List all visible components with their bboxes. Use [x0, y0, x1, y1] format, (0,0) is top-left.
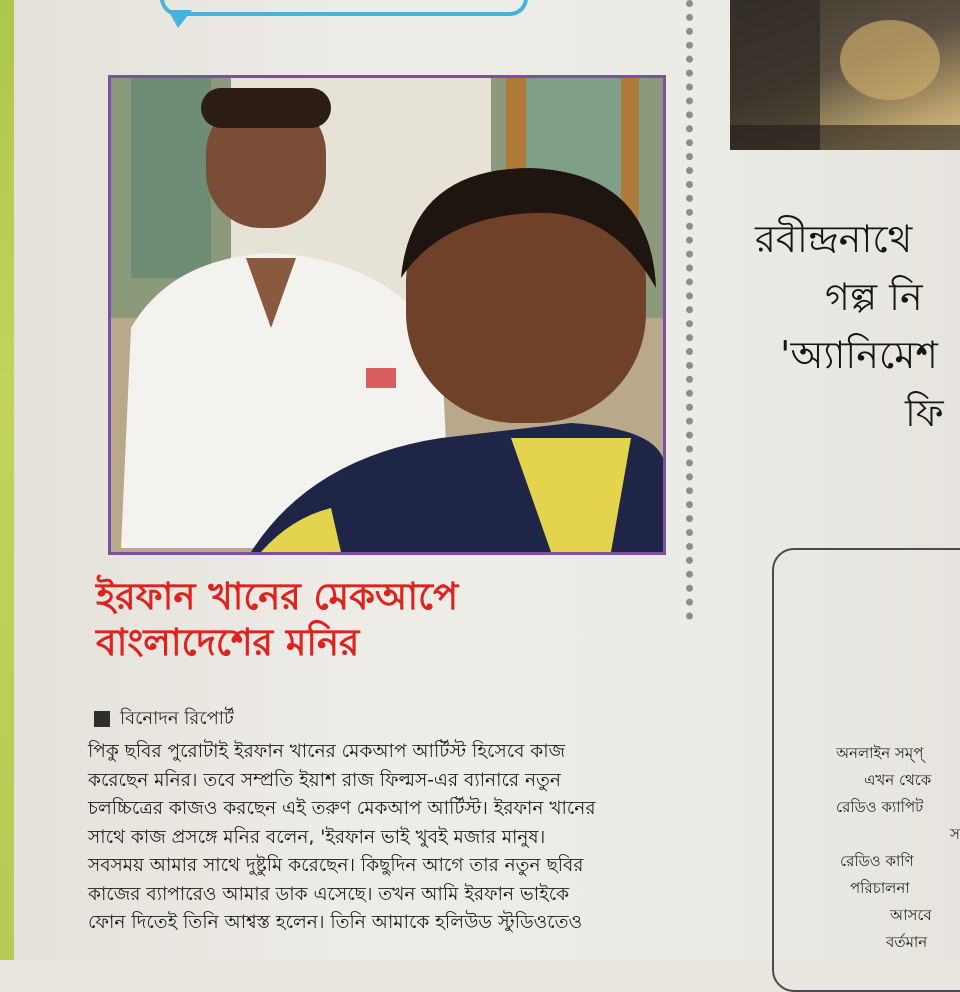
article-body — [88, 738, 688, 938]
body-line: সবসময় আমার সাথে দুষ্টুমি করেছেন। কিছুদিন আগে তার নতুন ছবির — [88, 855, 584, 876]
ad-line: অনলাইন সম্প্ — [836, 744, 924, 762]
headline-line-1: ইরফান খানের মেকআপে — [96, 575, 459, 618]
ad-line: রেডিও কাণি — [840, 852, 914, 870]
headline-line-2: বাংলাদেশের মনির — [96, 621, 360, 664]
side-headline-line: 'অ্যানিমেশ — [780, 333, 938, 377]
ad-line: পরিচালনা — [850, 879, 910, 897]
ad-line: রেডিও ক্যাপিট — [836, 798, 924, 816]
side-headline-line: ফি — [905, 391, 944, 435]
speech-bubble-graphic — [160, 0, 528, 16]
body-line: পিকু ছবির পুরোটাই ইরফান খানের মেকআপ আর্টিস্ট হিসেবে কাজ — [88, 741, 566, 762]
bullet-square-icon — [94, 711, 110, 727]
column-divider-dots — [686, 0, 723, 620]
byline-text: বিনোদন রিপোর্ট — [120, 707, 234, 729]
side-headline-line: গল্প নি — [825, 275, 923, 319]
body-line: সাথে কাজ প্রসঙ্গে মনির বলেন, 'ইরফান ভাই খুবই মজার মানুষ। — [88, 826, 546, 848]
article-photo — [108, 75, 666, 555]
ad-line: বর্তমান — [886, 933, 928, 951]
article-headline — [96, 574, 656, 666]
body-line: কাজের ব্যাপারেও আমার ডাক এসেছে। তখন আমি ইরফান ভাইকে — [88, 883, 570, 905]
ad-text — [836, 740, 960, 956]
byline — [94, 706, 234, 732]
ad-line: এখন থেকে — [864, 771, 932, 789]
ad-line: আসবে — [890, 906, 932, 924]
speech-bubble-tail — [168, 10, 192, 28]
side-article-headline — [755, 210, 960, 442]
ad-line: স — [950, 825, 960, 843]
side-article-photo — [730, 0, 960, 150]
body-line: চলচ্চিত্রের কাজও করছেন এই তরুণ মেকআপ আর্টিস্ট। ইরফান খানের — [88, 798, 596, 819]
body-line: ফোন দিতেই তিনি আশ্বস্ত হলেন। তিনি আমাকে হলিউড স্টুডিওতেও — [88, 912, 583, 933]
side-headline-line: রবীন্দ্রনাথে — [755, 217, 913, 261]
body-line: করেছেন মনির। তবে সম্প্রতি ইয়াশ রাজ ফিল্মস-এর ব্যানারে নতুন — [88, 769, 561, 791]
